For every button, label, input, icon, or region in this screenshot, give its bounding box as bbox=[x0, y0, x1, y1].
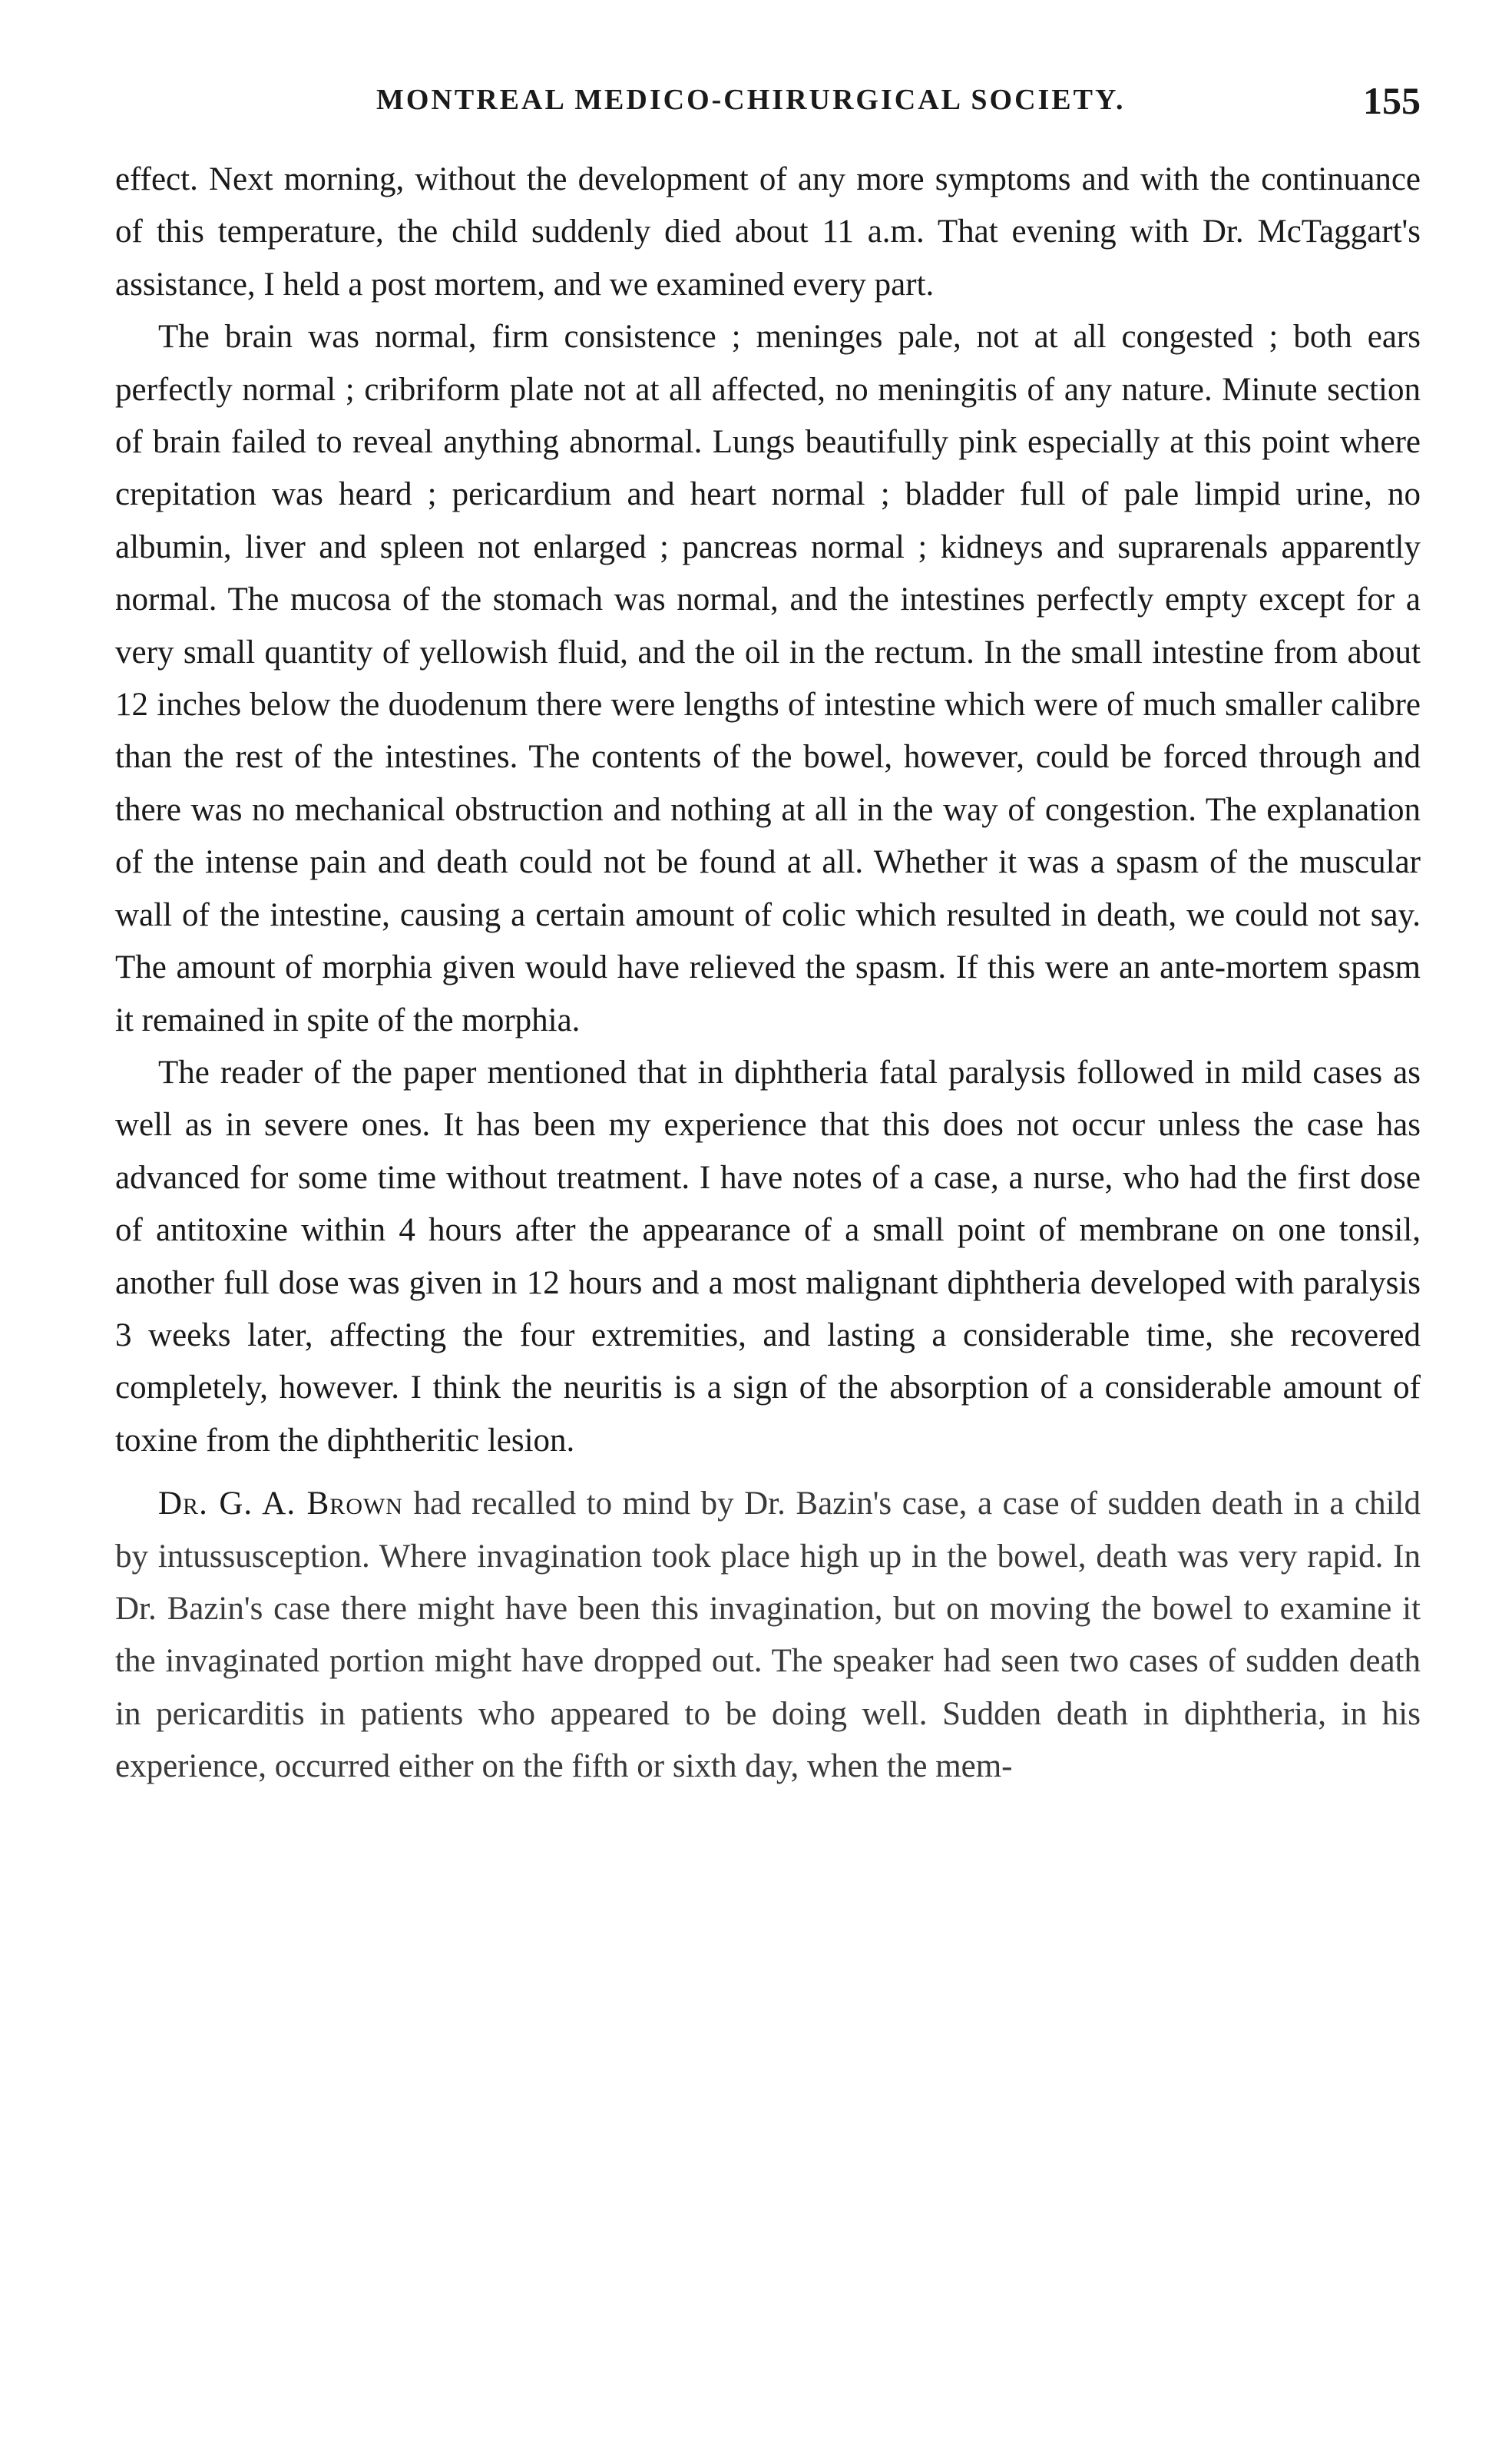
speaker-name: Dr. G. A. Brown bbox=[158, 1485, 403, 1522]
paragraph-dr-brown-remarks bbox=[115, 1478, 1421, 1793]
body-text bbox=[115, 154, 1421, 1793]
running-title: MONTREAL MEDICO-CHIRURGICAL SOCIETY. bbox=[376, 84, 1126, 116]
paragraph-autopsy-intro: effect. Next morning, without the development of any more symptoms and with the continuance of this temperature, the child suddenly died about 11 a.m. That evening with Dr. McTaggart's assistance, I held a post mortem, and we examined every part. bbox=[115, 161, 1421, 303]
paragraph-diphtheria-paralysis: The reader of the paper mentioned that in diphtheria fatal paralysis followed in mild cases as well as in severe ones. It has been my experience that this does not occur unless the case has advanced for some time without treatment. I have notes of a case, a nurse, who had the first dose of antitoxine within 4 hours after the appearance of a small point of membrane on one tonsil, another full dose was given in 12 hours and a most malignant diphtheria developed with paralysis 3 weeks later, affecting the four extremities, and lasting a considerable time, she recovered completely, however. I think the neuritis is a sign of the absorption of a considerable amount of toxine from the diphtheritic lesion. bbox=[115, 1054, 1421, 1459]
running-header bbox=[115, 79, 1421, 129]
paragraph-autopsy-findings: The brain was normal, firm consistence ; meninges pale, not at all congested ; both ears perfectly normal ; cribriform plate not at all affected, no meningitis of any nature. Minute section of brain failed to reveal anything abnormal. Lungs beautifully pink especially at this point where crepitation was heard ; pericardium and heart normal ; bladder full of pale limpid urine, no albumin, liver and spleen not enlarged ; pancreas normal ; kidneys and suprarenals apparently normal. The mucosa of the stomach was normal, and the intestines perfectly empty except for a very small quantity of yellowish fluid, and the oil in the rectum. In the small intestine from about 12 inches below the duodenum there were lengths of intestine which were of much smaller calibre than the rest of the intestines. The contents of the bowel, however, could be forced through and there was no mechanical obstruction and nothing at all in the way of congestion. The explanation of the intense pain and death could not be found at all. Whether it was a spasm of the muscular wall of the intestine, causing a certain amount of colic which resulted in death, we could not say. The amount of morphia given would have relieved the spasm. If this were an ante-mortem spasm it remained in spite of the morphia. bbox=[115, 319, 1421, 1038]
speaker-remarks: had recalled to mind by Dr. Bazin's case, a case of sudden death in a child by intussusception. Where invagination took place high up in the bowel, death was very rapid. In Dr. Bazin's case there might have been this invagination, but on moving the bowel to examine it the invaginated portion might have dropped out. The speaker had seen two cases of sudden death in pericarditis in patients who appeared to be doing well. Sudden death in diphtheria, in his experience, occurred either on the fifth or sixth day, when the mem- bbox=[115, 1485, 1421, 1785]
page-number: 155 bbox=[1363, 79, 1421, 122]
